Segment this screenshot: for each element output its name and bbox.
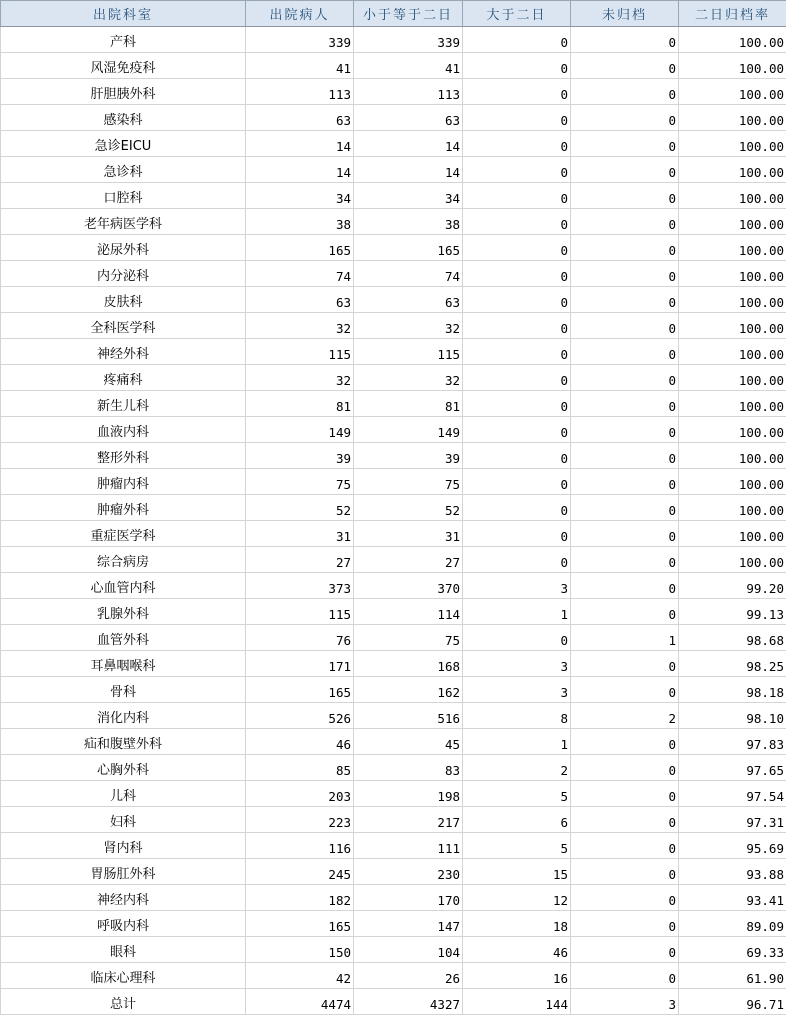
- within-two-days-cell[interactable]: 111: [354, 833, 463, 859]
- within-two-days-cell[interactable]: 170: [354, 885, 463, 911]
- over-two-days-cell[interactable]: 3: [463, 677, 571, 703]
- table-row: [1, 521, 786, 547]
- department-cell[interactable]: 综合病房: [1, 547, 246, 573]
- within-two-days-cell[interactable]: 198: [354, 781, 463, 807]
- discharged-cell[interactable]: 41: [246, 53, 354, 79]
- department-cell[interactable]: 神经外科: [1, 339, 246, 365]
- two-day-rate-cell[interactable]: 100.00: [679, 105, 786, 131]
- discharged-cell[interactable]: 75: [246, 469, 354, 495]
- discharged-cell[interactable]: 165: [246, 235, 354, 261]
- two-day-rate-cell[interactable]: 100.00: [679, 157, 786, 183]
- discharged-cell[interactable]: 85: [246, 755, 354, 781]
- within-two-days-cell[interactable]: 45: [354, 729, 463, 755]
- unarchived-cell[interactable]: 0: [571, 859, 679, 885]
- discharged-cell[interactable]: 14: [246, 131, 354, 157]
- header-row: [1, 1, 786, 27]
- discharged-cell[interactable]: 76: [246, 625, 354, 651]
- department-cell[interactable]: 肾内科: [1, 833, 246, 859]
- within-two-days-cell[interactable]: 26: [354, 963, 463, 989]
- unarchived-cell[interactable]: 0: [571, 209, 679, 235]
- within-two-days-cell[interactable]: 31: [354, 521, 463, 547]
- discharged-cell[interactable]: 52: [246, 495, 354, 521]
- department-cell[interactable]: 胃肠肛外科: [1, 859, 246, 885]
- department-cell[interactable]: 血液内科: [1, 417, 246, 443]
- within-two-days-cell[interactable]: 74: [354, 261, 463, 287]
- unarchived-cell[interactable]: 0: [571, 27, 679, 53]
- unarchived-cell[interactable]: 0: [571, 287, 679, 313]
- unarchived-cell[interactable]: 0: [571, 911, 679, 937]
- over-two-days-cell[interactable]: 5: [463, 833, 571, 859]
- over-two-days-cell[interactable]: 0: [463, 157, 571, 183]
- discharged-cell[interactable]: 34: [246, 183, 354, 209]
- department-cell[interactable]: 骨科: [1, 677, 246, 703]
- over-two-days-cell[interactable]: 1: [463, 729, 571, 755]
- over-two-days-cell[interactable]: 12: [463, 885, 571, 911]
- department-cell[interactable]: 风湿免疫科: [1, 53, 246, 79]
- over-two-days-cell[interactable]: 0: [463, 339, 571, 365]
- table-row: [1, 547, 786, 573]
- department-cell[interactable]: 全科医学科: [1, 313, 246, 339]
- unarchived-cell[interactable]: 0: [571, 573, 679, 599]
- over-two-days-cell[interactable]: 0: [463, 79, 571, 105]
- header-unarchived[interactable]: 未归档: [571, 1, 679, 27]
- department-cell[interactable]: 疝和腹壁外科: [1, 729, 246, 755]
- table-row: [1, 287, 786, 313]
- discharged-cell[interactable]: 81: [246, 391, 354, 417]
- within-two-days-cell[interactable]: 162: [354, 677, 463, 703]
- within-two-days-cell[interactable]: 63: [354, 105, 463, 131]
- two-day-rate-cell[interactable]: 97.83: [679, 729, 786, 755]
- two-day-rate-cell[interactable]: 98.25: [679, 651, 786, 677]
- over-two-days-cell[interactable]: 0: [463, 261, 571, 287]
- department-cell[interactable]: 神经内科: [1, 885, 246, 911]
- department-cell[interactable]: 产科: [1, 27, 246, 53]
- table-row: [1, 937, 786, 963]
- over-two-days-cell[interactable]: 0: [463, 547, 571, 573]
- table-row: [1, 859, 786, 885]
- unarchived-cell[interactable]: 0: [571, 521, 679, 547]
- within-two-days-cell[interactable]: 34: [354, 183, 463, 209]
- table-row: [1, 391, 786, 417]
- discharged-cell[interactable]: 526: [246, 703, 354, 729]
- two-day-rate-cell[interactable]: 100.00: [679, 469, 786, 495]
- over-two-days-cell[interactable]: 0: [463, 313, 571, 339]
- discharged-cell[interactable]: 27: [246, 547, 354, 573]
- within-two-days-cell[interactable]: 516: [354, 703, 463, 729]
- two-day-rate-cell[interactable]: 69.33: [679, 937, 786, 963]
- two-day-rate-cell[interactable]: 98.10: [679, 703, 786, 729]
- two-day-rate-cell[interactable]: 97.31: [679, 807, 786, 833]
- unarchived-cell[interactable]: 0: [571, 755, 679, 781]
- total-row: [1, 989, 786, 1015]
- two-day-rate-cell[interactable]: 100.00: [679, 131, 786, 157]
- two-day-rate-cell[interactable]: 100.00: [679, 235, 786, 261]
- two-day-rate-cell[interactable]: 100.00: [679, 209, 786, 235]
- discharged-cell[interactable]: 115: [246, 339, 354, 365]
- over-two-days-cell[interactable]: 0: [463, 235, 571, 261]
- table-row: [1, 79, 786, 105]
- header-two-day-rate[interactable]: 二日归档率: [679, 1, 786, 27]
- unarchived-cell[interactable]: 0: [571, 729, 679, 755]
- within-two-days-cell[interactable]: 370: [354, 573, 463, 599]
- over-two-days-cell[interactable]: 0: [463, 131, 571, 157]
- over-two-days-cell[interactable]: 3: [463, 651, 571, 677]
- table-row: [1, 599, 786, 625]
- within-two-days-cell[interactable]: 113: [354, 79, 463, 105]
- within-two-days-cell[interactable]: 75: [354, 625, 463, 651]
- unarchived-cell[interactable]: 0: [571, 781, 679, 807]
- unarchived-cell[interactable]: 0: [571, 79, 679, 105]
- within-two-days-cell[interactable]: 114: [354, 599, 463, 625]
- unarchived-cell[interactable]: 0: [571, 391, 679, 417]
- table-row: [1, 469, 786, 495]
- table-row: [1, 339, 786, 365]
- discharged-cell[interactable]: 63: [246, 105, 354, 131]
- within-two-days-cell[interactable]: 339: [354, 27, 463, 53]
- within-two-days-cell[interactable]: 168: [354, 651, 463, 677]
- department-cell[interactable]: 老年病医学科: [1, 209, 246, 235]
- two-day-rate-cell[interactable]: 100.00: [679, 521, 786, 547]
- discharged-cell[interactable]: 339: [246, 27, 354, 53]
- unarchived-cell[interactable]: 0: [571, 677, 679, 703]
- table-row: [1, 963, 786, 989]
- over-two-days-cell[interactable]: 5: [463, 781, 571, 807]
- over-two-days-cell[interactable]: 0: [463, 365, 571, 391]
- within-two-days-cell[interactable]: 32: [354, 313, 463, 339]
- two-day-rate-cell[interactable]: 96.71: [679, 989, 786, 1015]
- over-two-days-cell[interactable]: 18: [463, 911, 571, 937]
- within-two-days-cell[interactable]: 83: [354, 755, 463, 781]
- discharged-cell[interactable]: 32: [246, 313, 354, 339]
- two-day-rate-cell[interactable]: 100.00: [679, 53, 786, 79]
- table-row: [1, 833, 786, 859]
- discharged-cell[interactable]: 149: [246, 417, 354, 443]
- department-cell[interactable]: 重症医学科: [1, 521, 246, 547]
- table-row: [1, 157, 786, 183]
- over-two-days-cell[interactable]: 0: [463, 469, 571, 495]
- department-cell[interactable]: 眼科: [1, 937, 246, 963]
- unarchived-cell[interactable]: 0: [571, 235, 679, 261]
- two-day-rate-cell[interactable]: 100.00: [679, 183, 786, 209]
- unarchived-cell[interactable]: 0: [571, 157, 679, 183]
- table-row: [1, 625, 786, 651]
- two-day-rate-cell[interactable]: 100.00: [679, 27, 786, 53]
- discharged-cell[interactable]: 42: [246, 963, 354, 989]
- over-two-days-cell[interactable]: 0: [463, 521, 571, 547]
- table-row: [1, 131, 786, 157]
- discharged-cell[interactable]: 223: [246, 807, 354, 833]
- table-row: [1, 911, 786, 937]
- department-cell[interactable]: 皮肤科: [1, 287, 246, 313]
- within-two-days-cell[interactable]: 115: [354, 339, 463, 365]
- within-two-days-cell[interactable]: 39: [354, 443, 463, 469]
- table-row: [1, 209, 786, 235]
- department-cell[interactable]: 疼痛科: [1, 365, 246, 391]
- table-row: [1, 313, 786, 339]
- within-two-days-cell[interactable]: 81: [354, 391, 463, 417]
- table-row: [1, 183, 786, 209]
- department-cell[interactable]: 肿瘤外科: [1, 495, 246, 521]
- two-day-rate-cell[interactable]: 100.00: [679, 287, 786, 313]
- discharged-cell[interactable]: 115: [246, 599, 354, 625]
- two-day-rate-cell[interactable]: 100.00: [679, 79, 786, 105]
- over-two-days-cell[interactable]: 0: [463, 495, 571, 521]
- department-cell[interactable]: 消化内科: [1, 703, 246, 729]
- two-day-rate-cell[interactable]: 97.65: [679, 755, 786, 781]
- department-cell[interactable]: 肝胆胰外科: [1, 79, 246, 105]
- department-cell[interactable]: 整形外科: [1, 443, 246, 469]
- unarchived-cell[interactable]: 0: [571, 599, 679, 625]
- unarchived-cell[interactable]: 0: [571, 495, 679, 521]
- within-two-days-cell[interactable]: 149: [354, 417, 463, 443]
- over-two-days-cell[interactable]: 0: [463, 443, 571, 469]
- discharged-cell[interactable]: 245: [246, 859, 354, 885]
- department-cell[interactable]: 心胸外科: [1, 755, 246, 781]
- unarchived-cell[interactable]: 0: [571, 261, 679, 287]
- unarchived-cell[interactable]: 3: [571, 989, 679, 1015]
- header-discharged[interactable]: 出院病人: [246, 1, 354, 27]
- unarchived-cell[interactable]: 0: [571, 833, 679, 859]
- over-two-days-cell[interactable]: 0: [463, 105, 571, 131]
- within-two-days-cell[interactable]: 32: [354, 365, 463, 391]
- over-two-days-cell[interactable]: 0: [463, 209, 571, 235]
- two-day-rate-cell[interactable]: 95.69: [679, 833, 786, 859]
- department-cell[interactable]: 儿科: [1, 781, 246, 807]
- within-two-days-cell[interactable]: 38: [354, 209, 463, 235]
- unarchived-cell[interactable]: 0: [571, 313, 679, 339]
- discharged-cell[interactable]: 74: [246, 261, 354, 287]
- within-two-days-cell[interactable]: 75: [354, 469, 463, 495]
- unarchived-cell[interactable]: 0: [571, 651, 679, 677]
- within-two-days-cell[interactable]: 147: [354, 911, 463, 937]
- discharged-cell[interactable]: 31: [246, 521, 354, 547]
- two-day-rate-cell[interactable]: 100.00: [679, 365, 786, 391]
- unarchived-cell[interactable]: 0: [571, 339, 679, 365]
- table-row: [1, 729, 786, 755]
- discharged-cell[interactable]: 113: [246, 79, 354, 105]
- department-cell[interactable]: 内分泌科: [1, 261, 246, 287]
- table-row: [1, 27, 786, 53]
- department-cell[interactable]: 乳腺外科: [1, 599, 246, 625]
- department-cell[interactable]: 总计: [1, 989, 246, 1015]
- table-row: [1, 885, 786, 911]
- over-two-days-cell[interactable]: 3: [463, 573, 571, 599]
- table-row: [1, 677, 786, 703]
- two-day-rate-cell[interactable]: 100.00: [679, 313, 786, 339]
- table-body: [1, 27, 786, 1015]
- over-two-days-cell[interactable]: 2: [463, 755, 571, 781]
- unarchived-cell[interactable]: 0: [571, 183, 679, 209]
- table-row: [1, 781, 786, 807]
- unarchived-cell[interactable]: 0: [571, 937, 679, 963]
- over-two-days-cell[interactable]: 0: [463, 287, 571, 313]
- discharged-cell[interactable]: 14: [246, 157, 354, 183]
- header-over-two-days[interactable]: 大于二日: [463, 1, 571, 27]
- table-row: [1, 573, 786, 599]
- table-row: [1, 651, 786, 677]
- over-two-days-cell[interactable]: 0: [463, 53, 571, 79]
- over-two-days-cell[interactable]: 46: [463, 937, 571, 963]
- within-two-days-cell[interactable]: 41: [354, 53, 463, 79]
- unarchived-cell[interactable]: 0: [571, 417, 679, 443]
- within-two-days-cell[interactable]: 27: [354, 547, 463, 573]
- two-day-rate-cell[interactable]: 93.41: [679, 885, 786, 911]
- table-row: [1, 261, 786, 287]
- over-two-days-cell[interactable]: 8: [463, 703, 571, 729]
- department-cell[interactable]: 肿瘤内科: [1, 469, 246, 495]
- over-two-days-cell[interactable]: 0: [463, 27, 571, 53]
- discharged-cell[interactable]: 203: [246, 781, 354, 807]
- over-two-days-cell[interactable]: 0: [463, 391, 571, 417]
- table-row: [1, 807, 786, 833]
- department-cell[interactable]: 新生儿科: [1, 391, 246, 417]
- department-cell[interactable]: 口腔科: [1, 183, 246, 209]
- department-cell[interactable]: 临床心理科: [1, 963, 246, 989]
- discharged-cell[interactable]: 373: [246, 573, 354, 599]
- over-two-days-cell[interactable]: 6: [463, 807, 571, 833]
- two-day-rate-cell[interactable]: 100.00: [679, 495, 786, 521]
- discharged-cell[interactable]: 165: [246, 911, 354, 937]
- two-day-rate-cell[interactable]: 89.09: [679, 911, 786, 937]
- over-two-days-cell[interactable]: 1: [463, 599, 571, 625]
- table-row: [1, 755, 786, 781]
- over-two-days-cell[interactable]: 144: [463, 989, 571, 1015]
- discharged-cell[interactable]: 4474: [246, 989, 354, 1015]
- department-cell[interactable]: 感染科: [1, 105, 246, 131]
- department-cell[interactable]: 血管外科: [1, 625, 246, 651]
- over-two-days-cell[interactable]: 0: [463, 183, 571, 209]
- unarchived-cell[interactable]: 0: [571, 807, 679, 833]
- within-two-days-cell[interactable]: 217: [354, 807, 463, 833]
- unarchived-cell[interactable]: 0: [571, 131, 679, 157]
- unarchived-cell[interactable]: 0: [571, 963, 679, 989]
- two-day-rate-cell[interactable]: 100.00: [679, 261, 786, 287]
- department-cell[interactable]: 妇科: [1, 807, 246, 833]
- discharged-cell[interactable]: 182: [246, 885, 354, 911]
- unarchived-cell[interactable]: 1: [571, 625, 679, 651]
- table-row: [1, 703, 786, 729]
- two-day-rate-cell[interactable]: 100.00: [679, 339, 786, 365]
- unarchived-cell[interactable]: 0: [571, 469, 679, 495]
- two-day-rate-cell[interactable]: 100.00: [679, 391, 786, 417]
- two-day-rate-cell[interactable]: 100.00: [679, 443, 786, 469]
- within-two-days-cell[interactable]: 14: [354, 131, 463, 157]
- header-within-two-days[interactable]: 小于等于二日: [354, 1, 463, 27]
- table-row: [1, 105, 786, 131]
- table-row: [1, 443, 786, 469]
- department-cell[interactable]: 急诊EICU: [1, 131, 246, 157]
- over-two-days-cell[interactable]: 0: [463, 625, 571, 651]
- discharged-cell[interactable]: 150: [246, 937, 354, 963]
- within-two-days-cell[interactable]: 104: [354, 937, 463, 963]
- table-row: [1, 235, 786, 261]
- department-cell[interactable]: 心血管内科: [1, 573, 246, 599]
- two-day-rate-cell[interactable]: 100.00: [679, 417, 786, 443]
- within-two-days-cell[interactable]: 165: [354, 235, 463, 261]
- within-two-days-cell[interactable]: 230: [354, 859, 463, 885]
- over-two-days-cell[interactable]: 0: [463, 417, 571, 443]
- discharged-cell[interactable]: 39: [246, 443, 354, 469]
- discharged-cell[interactable]: 116: [246, 833, 354, 859]
- two-day-rate-cell[interactable]: 61.90: [679, 963, 786, 989]
- department-cell[interactable]: 急诊科: [1, 157, 246, 183]
- unarchived-cell[interactable]: 0: [571, 885, 679, 911]
- table-row: [1, 417, 786, 443]
- within-two-days-cell[interactable]: 14: [354, 157, 463, 183]
- within-two-days-cell[interactable]: 4327: [354, 989, 463, 1015]
- table-row: [1, 495, 786, 521]
- two-day-rate-cell[interactable]: 97.54: [679, 781, 786, 807]
- unarchived-cell[interactable]: 0: [571, 105, 679, 131]
- unarchived-cell[interactable]: 0: [571, 443, 679, 469]
- discharged-cell[interactable]: 165: [246, 677, 354, 703]
- discharged-cell[interactable]: 171: [246, 651, 354, 677]
- unarchived-cell[interactable]: 0: [571, 547, 679, 573]
- unarchived-cell[interactable]: 0: [571, 365, 679, 391]
- header-department[interactable]: 出院科室: [1, 1, 246, 27]
- two-day-rate-cell[interactable]: 98.18: [679, 677, 786, 703]
- unarchived-cell[interactable]: 0: [571, 53, 679, 79]
- discharged-cell[interactable]: 46: [246, 729, 354, 755]
- within-two-days-cell[interactable]: 63: [354, 287, 463, 313]
- department-cell[interactable]: 耳鼻咽喉科: [1, 651, 246, 677]
- discharged-cell[interactable]: 32: [246, 365, 354, 391]
- table-row: [1, 53, 786, 79]
- discharged-cell[interactable]: 63: [246, 287, 354, 313]
- over-two-days-cell[interactable]: 16: [463, 963, 571, 989]
- two-day-rate-cell[interactable]: 99.20: [679, 573, 786, 599]
- within-two-days-cell[interactable]: 52: [354, 495, 463, 521]
- two-day-rate-cell[interactable]: 98.68: [679, 625, 786, 651]
- unarchived-cell[interactable]: 2: [571, 703, 679, 729]
- table-row: [1, 365, 786, 391]
- two-day-rate-cell[interactable]: 100.00: [679, 547, 786, 573]
- department-cell[interactable]: 泌尿外科: [1, 235, 246, 261]
- over-two-days-cell[interactable]: 15: [463, 859, 571, 885]
- two-day-rate-cell[interactable]: 93.88: [679, 859, 786, 885]
- discharged-cell[interactable]: 38: [246, 209, 354, 235]
- department-cell[interactable]: 呼吸内科: [1, 911, 246, 937]
- two-day-rate-cell[interactable]: 99.13: [679, 599, 786, 625]
